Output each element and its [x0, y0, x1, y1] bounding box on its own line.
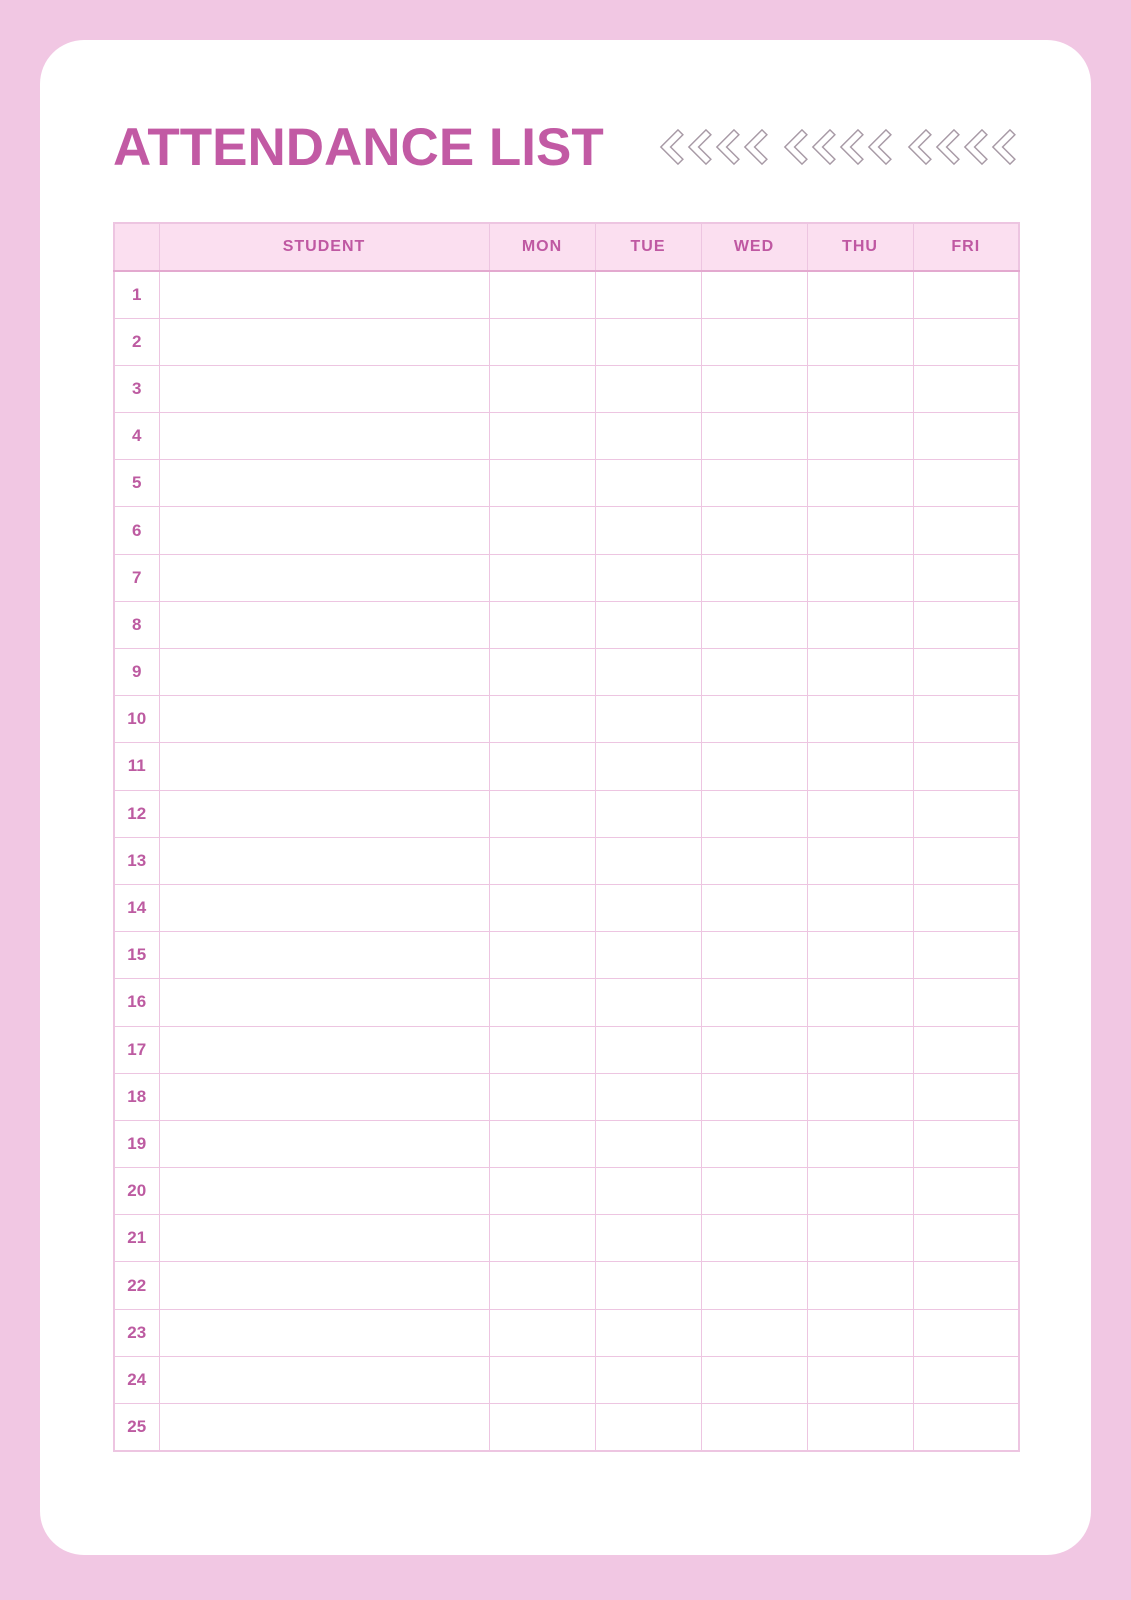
table-row	[114, 554, 1019, 601]
attendance-cell	[913, 413, 1019, 460]
table-row	[114, 1404, 1019, 1451]
attendance-cell	[701, 884, 807, 931]
attendance-cell	[807, 1120, 913, 1167]
attendance-cell	[913, 979, 1019, 1026]
row-number: 23	[114, 1309, 159, 1356]
row-number: 17	[114, 1026, 159, 1073]
attendance-cell	[595, 1309, 701, 1356]
attendance-cell	[807, 554, 913, 601]
chevron-left-icon	[935, 128, 960, 166]
row-number: 6	[114, 507, 159, 554]
attendance-cell	[595, 554, 701, 601]
student-name-cell	[159, 790, 489, 837]
attendance-cell	[489, 1168, 595, 1215]
attendance-cell	[595, 696, 701, 743]
table-row	[114, 932, 1019, 979]
attendance-cell	[595, 790, 701, 837]
chevron-group	[907, 128, 1016, 166]
attendance-cell	[913, 365, 1019, 412]
day-column-header: MON	[489, 223, 595, 271]
row-number: 13	[114, 837, 159, 884]
attendance-cell	[595, 460, 701, 507]
attendance-cell	[701, 1404, 807, 1451]
attendance-cell	[913, 790, 1019, 837]
attendance-cell	[913, 1215, 1019, 1262]
table-row	[114, 1073, 1019, 1120]
table-row	[114, 743, 1019, 790]
table-row	[114, 1262, 1019, 1309]
attendance-cell	[489, 837, 595, 884]
attendance-cell	[701, 1309, 807, 1356]
attendance-cell	[913, 1356, 1019, 1403]
table-row	[114, 1026, 1019, 1073]
student-name-cell	[159, 884, 489, 931]
table-row	[114, 601, 1019, 648]
student-name-cell	[159, 837, 489, 884]
row-number: 19	[114, 1120, 159, 1167]
chevron-left-icon	[867, 128, 892, 166]
attendance-cell	[807, 979, 913, 1026]
attendance-sheet-card	[40, 40, 1091, 1555]
student-name-cell	[159, 365, 489, 412]
attendance-cell	[595, 413, 701, 460]
row-number: 16	[114, 979, 159, 1026]
attendance-table	[113, 222, 1020, 1452]
row-number: 7	[114, 554, 159, 601]
attendance-cell	[595, 601, 701, 648]
student-name-cell	[159, 979, 489, 1026]
attendance-cell	[913, 1404, 1019, 1451]
row-number: 25	[114, 1404, 159, 1451]
table-row	[114, 884, 1019, 931]
table-row	[114, 1309, 1019, 1356]
attendance-cell	[807, 460, 913, 507]
attendance-cell	[489, 554, 595, 601]
row-number: 18	[114, 1073, 159, 1120]
corner-header-cell	[114, 223, 159, 271]
attendance-cell	[913, 932, 1019, 979]
student-name-cell	[159, 413, 489, 460]
chevron-left-icon	[991, 128, 1016, 166]
attendance-cell	[701, 649, 807, 696]
attendance-cell	[913, 696, 1019, 743]
row-number: 11	[114, 743, 159, 790]
attendance-cell	[701, 1262, 807, 1309]
table-row	[114, 460, 1019, 507]
attendance-cell	[807, 649, 913, 696]
chevron-left-icon	[743, 128, 768, 166]
attendance-cell	[489, 460, 595, 507]
attendance-cell	[807, 271, 913, 318]
attendance-cell	[913, 1120, 1019, 1167]
attendance-cell	[913, 554, 1019, 601]
attendance-cell	[489, 1356, 595, 1403]
attendance-cell	[807, 601, 913, 648]
attendance-cell	[807, 884, 913, 931]
attendance-cell	[489, 649, 595, 696]
row-number: 15	[114, 932, 159, 979]
attendance-cell	[701, 601, 807, 648]
attendance-cell	[913, 507, 1019, 554]
chevron-left-icon	[839, 128, 864, 166]
attendance-cell	[807, 1356, 913, 1403]
table-row	[114, 1356, 1019, 1403]
student-name-cell	[159, 507, 489, 554]
student-name-cell	[159, 1309, 489, 1356]
attendance-cell	[489, 1262, 595, 1309]
attendance-cell	[595, 979, 701, 1026]
attendance-cell	[701, 1215, 807, 1262]
attendance-cell	[489, 601, 595, 648]
attendance-cell	[489, 507, 595, 554]
attendance-cell	[913, 271, 1019, 318]
attendance-cell	[489, 1073, 595, 1120]
student-name-cell	[159, 1168, 489, 1215]
student-column-header: STUDENT	[159, 223, 489, 271]
row-number: 14	[114, 884, 159, 931]
chevron-decoration	[659, 128, 1018, 166]
attendance-cell	[701, 790, 807, 837]
attendance-cell	[595, 743, 701, 790]
attendance-cell	[701, 1120, 807, 1167]
chevron-left-icon	[963, 128, 988, 166]
day-column-header: WED	[701, 223, 807, 271]
attendance-cell	[913, 1073, 1019, 1120]
attendance-cell	[913, 1309, 1019, 1356]
attendance-cell	[489, 271, 595, 318]
attendance-cell	[595, 932, 701, 979]
attendance-cell	[595, 1026, 701, 1073]
student-name-cell	[159, 932, 489, 979]
attendance-cell	[489, 1309, 595, 1356]
attendance-cell	[489, 1120, 595, 1167]
attendance-cell	[913, 318, 1019, 365]
attendance-cell	[701, 413, 807, 460]
attendance-cell	[701, 1356, 807, 1403]
attendance-cell	[807, 790, 913, 837]
attendance-cell	[807, 743, 913, 790]
student-name-cell	[159, 554, 489, 601]
chevron-left-icon	[687, 128, 712, 166]
attendance-cell	[913, 1262, 1019, 1309]
attendance-cell	[701, 365, 807, 412]
attendance-cell	[701, 271, 807, 318]
attendance-cell	[807, 1215, 913, 1262]
attendance-cell	[701, 979, 807, 1026]
row-number: 2	[114, 318, 159, 365]
attendance-cell	[913, 1168, 1019, 1215]
student-name-cell	[159, 460, 489, 507]
row-number: 22	[114, 1262, 159, 1309]
attendance-cell	[701, 460, 807, 507]
student-name-cell	[159, 1215, 489, 1262]
attendance-cell	[595, 1168, 701, 1215]
attendance-cell	[489, 932, 595, 979]
attendance-cell	[489, 696, 595, 743]
student-name-cell	[159, 649, 489, 696]
row-number: 20	[114, 1168, 159, 1215]
attendance-cell	[595, 507, 701, 554]
attendance-cell	[489, 743, 595, 790]
attendance-cell	[913, 649, 1019, 696]
attendance-cell	[807, 837, 913, 884]
attendance-cell	[701, 932, 807, 979]
row-number: 8	[114, 601, 159, 648]
table-header-row	[114, 223, 1019, 271]
page-title: ATTENDANCE LIST	[113, 117, 604, 177]
attendance-cell	[595, 1120, 701, 1167]
attendance-cell	[913, 884, 1019, 931]
attendance-cell	[701, 1073, 807, 1120]
sheet-header	[113, 114, 1018, 180]
chevron-group	[659, 128, 768, 166]
attendance-cell	[701, 837, 807, 884]
attendance-cell	[489, 413, 595, 460]
attendance-cell	[595, 1073, 701, 1120]
day-column-header: TUE	[595, 223, 701, 271]
attendance-cell	[807, 932, 913, 979]
table-row	[114, 649, 1019, 696]
row-number: 9	[114, 649, 159, 696]
row-number: 3	[114, 365, 159, 412]
student-name-cell	[159, 271, 489, 318]
attendance-cell	[701, 1168, 807, 1215]
attendance-cell	[489, 365, 595, 412]
chevron-left-icon	[659, 128, 684, 166]
attendance-cell	[807, 1073, 913, 1120]
attendance-cell	[595, 1215, 701, 1262]
attendance-cell	[701, 318, 807, 365]
student-name-cell	[159, 1262, 489, 1309]
attendance-cell	[807, 1262, 913, 1309]
attendance-cell	[913, 601, 1019, 648]
attendance-cell	[807, 365, 913, 412]
row-number: 21	[114, 1215, 159, 1262]
row-number: 1	[114, 271, 159, 318]
student-name-cell	[159, 1073, 489, 1120]
attendance-cell	[489, 884, 595, 931]
attendance-cell	[807, 318, 913, 365]
chevron-left-icon	[907, 128, 932, 166]
attendance-cell	[701, 554, 807, 601]
attendance-cell	[701, 696, 807, 743]
chevron-group	[783, 128, 892, 166]
attendance-cell	[595, 884, 701, 931]
table-row	[114, 365, 1019, 412]
table-row	[114, 413, 1019, 460]
table-row	[114, 507, 1019, 554]
student-name-cell	[159, 1404, 489, 1451]
student-name-cell	[159, 743, 489, 790]
attendance-cell	[807, 1168, 913, 1215]
table-row	[114, 318, 1019, 365]
attendance-cell	[807, 1404, 913, 1451]
attendance-cell	[807, 1026, 913, 1073]
attendance-cell	[489, 1404, 595, 1451]
row-number: 12	[114, 790, 159, 837]
student-name-cell	[159, 696, 489, 743]
table-row	[114, 271, 1019, 318]
attendance-cell	[595, 649, 701, 696]
attendance-cell	[489, 1026, 595, 1073]
student-name-cell	[159, 318, 489, 365]
student-name-cell	[159, 601, 489, 648]
student-name-cell	[159, 1356, 489, 1403]
attendance-cell	[595, 837, 701, 884]
attendance-cell	[807, 1309, 913, 1356]
row-number: 5	[114, 460, 159, 507]
attendance-cell	[913, 743, 1019, 790]
attendance-cell	[489, 790, 595, 837]
chevron-left-icon	[811, 128, 836, 166]
row-number: 4	[114, 413, 159, 460]
attendance-cell	[595, 271, 701, 318]
attendance-cell	[913, 460, 1019, 507]
attendance-cell	[807, 413, 913, 460]
attendance-cell	[701, 743, 807, 790]
attendance-cell	[807, 507, 913, 554]
attendance-cell	[489, 979, 595, 1026]
attendance-cell	[913, 837, 1019, 884]
attendance-cell	[701, 507, 807, 554]
attendance-cell	[595, 1262, 701, 1309]
attendance-cell	[489, 318, 595, 365]
table-row	[114, 1168, 1019, 1215]
attendance-cell	[701, 1026, 807, 1073]
student-name-cell	[159, 1120, 489, 1167]
row-number: 10	[114, 696, 159, 743]
attendance-cell	[595, 1356, 701, 1403]
attendance-cell	[489, 1215, 595, 1262]
chevron-left-icon	[715, 128, 740, 166]
day-column-header: FRI	[913, 223, 1019, 271]
table-row	[114, 1120, 1019, 1167]
attendance-cell	[595, 1404, 701, 1451]
attendance-cell	[595, 318, 701, 365]
table-row	[114, 790, 1019, 837]
student-name-cell	[159, 1026, 489, 1073]
table-row	[114, 696, 1019, 743]
attendance-cell	[913, 1026, 1019, 1073]
sheet-content	[40, 114, 1091, 1452]
chevron-left-icon	[783, 128, 808, 166]
attendance-cell	[595, 365, 701, 412]
table-row	[114, 1215, 1019, 1262]
row-number: 24	[114, 1356, 159, 1403]
attendance-cell	[807, 696, 913, 743]
table-row	[114, 837, 1019, 884]
table-row	[114, 979, 1019, 1026]
day-column-header: THU	[807, 223, 913, 271]
